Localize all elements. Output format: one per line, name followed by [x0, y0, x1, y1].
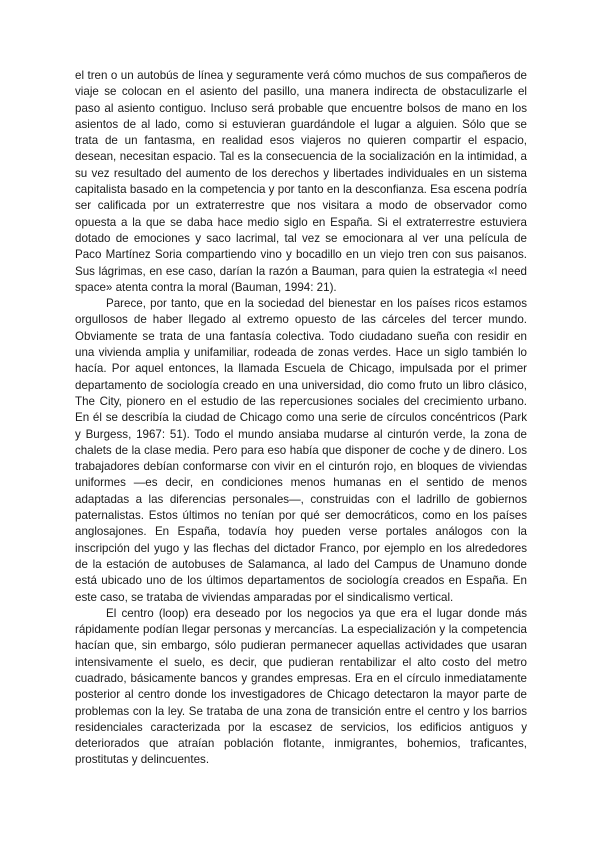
document-page [75, 68, 527, 769]
paragraph-1: el tren o un autobús de línea y seguramente verá cómo muchos de sus compañeros de viaje se colocan en el asiento del pasillo, una manera indirecta de obstaculizarle el paso al asiento contiguo. Incluso será probable que encuentre bolsos de mano en los asientos de al lado, como si estuvieran guardándole el lugar a alguien. Sólo que se trata de un fantasma, en realidad esos viajeros no quieren compartir el espacio, desean, necesitan espacio. Tal es la consecuencia de la socialización en la intimidad, a su vez resultado del aumento de los derechos y libertades individuales en un sistema capitalista basado en la competencia y por tanto en la desconfianza. Esa escena podría ser calificada por un extraterrestre que nos visitara a modo de observador como opuesta a la que se daba hace medio siglo en España. Si el extraterrestre estuviera dotado de emociones y saco lacrimal, tal vez se emocionara al ver una película de Paco Martínez Soria compartiendo vino y bocadillo en un viejo tren con sus paisanos. Sus lágrimas, en ese caso, darían la razón a Bauman, para quien la estrategia «I need space» atenta contra la moral (Bauman, 1994: 21). [75, 69, 527, 294]
paragraph-3: El centro (loop) era deseado por los negocios ya que era el lugar donde más rápidamente podían llegar personas y mercancías. La especialización y la competencia hacían que, sin embargo, sólo pudieran permanecer aquellas actividades que usaran intensivamente el suelo, es decir, que pudieran rentabilizar el alto costo del metro cuadrado, básicamente bancos y grandes empresas. Era en el círculo inmediatamente posterior al centro donde los investigadores de Chicago detectaron la mayor parte de problemas con la ley. Se trataba de una zona de transición entre el centro y los barrios residenciales caracterizada por la escasez de servicios, los edificios antiguos y deteriorados que atraían población flotante, inmigrantes, bohemios, traficantes, prostitutas y delincuentes. [75, 606, 527, 767]
paragraph-2: Parece, por tanto, que en la sociedad del bienestar en los países ricos estamos orgullosos de haber llegado al extremo opuesto de las cárceles del tercer mundo. Obviamente se trata de una fantasía colectiva. Todo ciudadano sueña con residir en una vivienda amplia y unifamiliar, rodeada de zonas verdes. Hace un siglo también lo hacía. Por aquel entonces, la llamada Escuela de Chicago, impulsada por el primer departamento de sociología creado en una universidad, dio como fruto un libro clásico, The City, pionero en el estudio de las repercusiones sociales del crecimiento urbano. En él se describía la ciudad de Chicago como una serie de círculos concéntricos (Park y Burgess, 1967: 51). Todo el mundo ansiaba mudarse al cinturón verde, la zona de chalets de la clase media. Pero para eso había que disponer de coche y de dinero. Los trabajadores debían conformarse con vivir en el cinturón rojo, en bloques de viviendas uniformes —es decir, en condiciones menos humanas en el sentido de menos adaptadas a las diferencias personales—, construidas con el ladrillo de gobiernos paternalistas. Estos últimos no tenían por qué ser democráticos, como en los países anglosajones. En España, todavía hoy pueden verse portales análogos con la inscripción del yugo y las flechas del dictador Franco, por ejemplo en los alrededores de la estación de autobuses de Salamanca, al lado del Campus de Unamuno donde está ubicado uno de los últimos departamentos de sociología creados en España. En este caso, se trataba de viviendas amparadas por el sindicalismo vertical. [75, 297, 527, 604]
